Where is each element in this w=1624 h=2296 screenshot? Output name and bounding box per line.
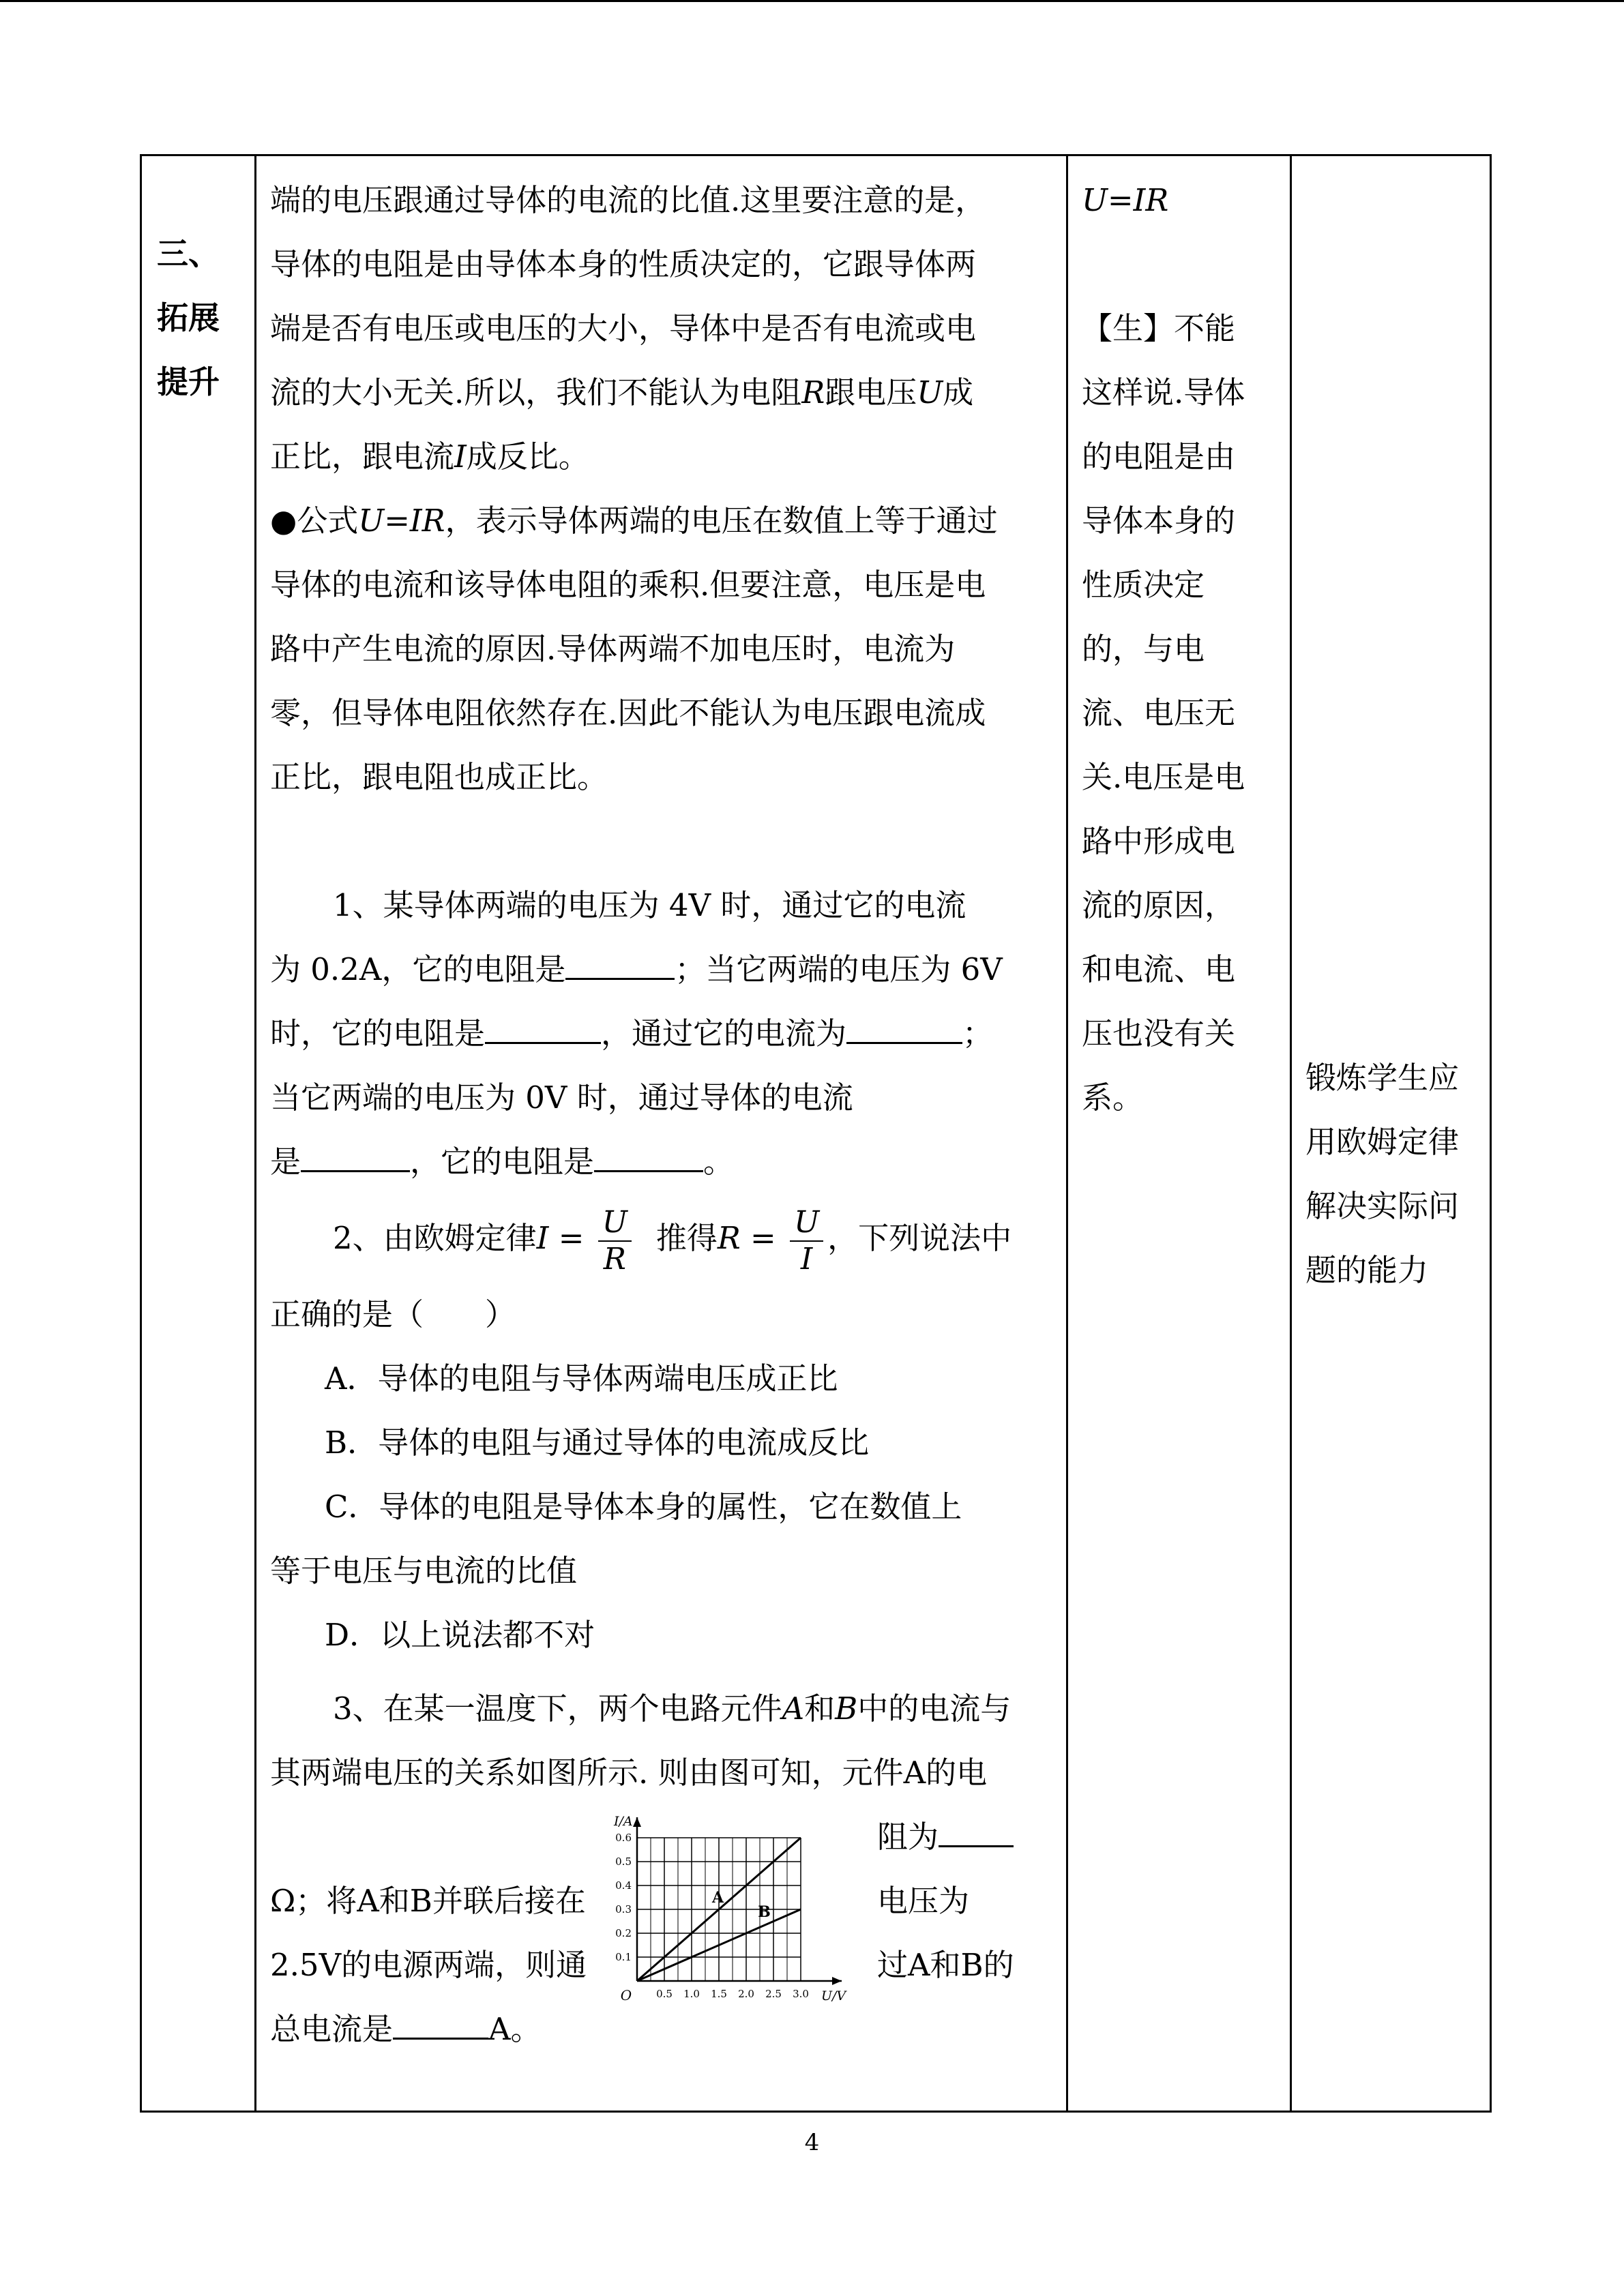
text-line: Ω；将A和B并联后接在 <box>270 1883 586 1919</box>
option-a: A．导体的电阻与导体两端电压成正比 <box>325 1360 838 1397</box>
question-2-line: 2、由欧姆定律I = $\frac{U}{R}$ 推得R = $\frac{U}{I}$ ，下列说法中 <box>333 1204 1012 1277</box>
question-3-figure-row <box>270 1805 1059 2064</box>
x-tick-label: 2.0 <box>738 1988 754 2000</box>
lesson-plan-table <box>140 154 1492 2113</box>
text-line: 端的电压跟通过导体的电流的比值.这里要注意的是， <box>270 182 986 218</box>
text-line: 路中产生电流的原因.导体两端不加电压时，电流为 <box>270 631 956 667</box>
x-axis-arrow <box>832 1977 842 1985</box>
text-line: 【生】不能 <box>1082 310 1236 346</box>
current-voltage-graph <box>603 1810 869 2015</box>
text-line: 用欧姆定律 <box>1305 1124 1460 1160</box>
y-tick-label: 0.2 <box>615 1927 632 1939</box>
question-2-line: 正确的是（ ） <box>270 1296 516 1332</box>
text-line: 2.5V的电源两端，则通 <box>270 1947 587 1983</box>
y-axis-arrow <box>633 1817 641 1827</box>
text-line: 导体的电流和该导体电阻的乘积.但要注意，电压是电 <box>270 567 986 603</box>
section-label-cell <box>141 155 256 2112</box>
text-line: 正比，跟电流I成反比。 <box>270 438 589 475</box>
text-line: 锻炼学生应 <box>1305 1060 1460 1096</box>
x-tick-label: 1.0 <box>683 1988 700 2000</box>
text-line: 零，但导体电阻依然存在.因此不能认为电压跟电流成 <box>270 695 986 731</box>
section-label-line: 提升 <box>157 363 220 400</box>
design-intent-cell <box>1291 155 1491 2112</box>
text-line: 总电流是 A。 <box>270 2011 542 2047</box>
answer-blank[interactable] <box>565 952 675 980</box>
section-label-line: 拓展 <box>157 299 220 336</box>
text-line: 性质决定 <box>1082 567 1205 603</box>
teacher-activity-cell <box>256 155 1067 2112</box>
option-c: C．导体的电阻是导体本身的属性，它在数值上 <box>325 1489 962 1525</box>
question-1-line: 时，它的电阻是 ，通过它的电流为 ； <box>270 1015 994 1052</box>
text-line: 解决实际问 <box>1305 1188 1460 1224</box>
question-1-line: 1、某导体两端的电压为 4V 时，通过它的电流 <box>333 887 966 923</box>
text-line: 阻为 <box>877 1805 1082 1869</box>
option-d: D．以上说法都不对 <box>325 1617 595 1653</box>
y-tick-label: 0.5 <box>615 1855 632 1868</box>
spacer <box>1082 233 1290 297</box>
top-border-line <box>0 0 1624 2</box>
option-b: B．导体的电阻与通过导体的电流成反比 <box>325 1425 870 1461</box>
text-line: 系。 <box>1082 1079 1144 1116</box>
question-3-right-text <box>877 1805 1082 1997</box>
text-line: 的，与电 <box>1082 631 1205 667</box>
fraction: $\frac{U}{I}$ <box>790 1205 823 1277</box>
text-line: 正比，跟电阻也成正比。 <box>270 759 608 795</box>
text-line: 关.电压是电 <box>1082 759 1245 795</box>
student-formula: U=IR <box>1082 182 1169 218</box>
spacer <box>270 809 1059 874</box>
y-axis-label: I/A <box>614 1814 633 1829</box>
series-label-A: A <box>712 1889 724 1907</box>
text-line: 这样说.导体 <box>1082 374 1245 411</box>
x-axis-label: U/V <box>821 1988 846 2003</box>
text-line: 的电阻是由 <box>1082 438 1236 475</box>
student-activity-cell <box>1067 155 1291 2112</box>
y-tick-label: 0.3 <box>615 1903 632 1915</box>
text-line: 路中形成电 <box>1082 823 1236 859</box>
text-line: 流的原因， <box>1082 887 1236 923</box>
answer-blank[interactable] <box>594 1144 703 1172</box>
question-1-line: 为 0.2A，它的电阻是 ；当它两端的电压为 6V <box>270 951 1003 987</box>
series-label-B: B <box>758 1903 771 1922</box>
text-line: 过A和B的 <box>877 1947 1014 1983</box>
answer-blank[interactable] <box>393 2012 488 2040</box>
fraction: $\frac{U}{R}$ <box>598 1205 632 1277</box>
x-tick-label: 0.5 <box>656 1988 673 2000</box>
answer-blank[interactable] <box>485 1016 601 1044</box>
text-line: 流、电压无 <box>1082 695 1236 731</box>
text-line: 压也没有关 <box>1082 1015 1236 1052</box>
answer-blank[interactable] <box>939 1819 1014 1847</box>
answer-blank[interactable] <box>301 1144 410 1172</box>
section-label-line: 三、 <box>157 235 220 272</box>
text-line: 端是否有电压或电压的大小，导体中是否有电流或电 <box>270 310 977 346</box>
x-tick-label: 3.0 <box>793 1988 809 2000</box>
text-line: 流的大小无关.所以，我们不能认为电阻R跟电压U成 <box>270 374 974 411</box>
x-tick-label: 1.5 <box>711 1988 727 2000</box>
text-line: 和电流、电 <box>1082 951 1236 987</box>
table-row <box>141 155 1491 2112</box>
y-tick-label: 0.1 <box>615 1951 632 1963</box>
question-3-line: 其两端电压的关系如图所示. 则由图可知，元件A的电 <box>270 1755 988 1791</box>
text-line: 导体的电阻是由导体本身的性质决定的，它跟导体两 <box>270 246 977 282</box>
question-3-line: 3、在某一温度下，两个电路元件A和B中的电流与 <box>333 1690 1012 1727</box>
question-3-left-text <box>270 1869 591 2061</box>
answer-blank[interactable] <box>846 1016 962 1044</box>
x-tick-label: 2.5 <box>765 1988 782 2000</box>
page-number: 4 <box>804 2129 820 2156</box>
origin-label: O <box>620 1987 632 2003</box>
question-1-line: 是 ，它的电阻是 。 <box>270 1144 735 1180</box>
y-tick-label: 0.6 <box>615 1832 632 1844</box>
question-1-line: 当它两端的电压为 0V 时，通过导体的电流 <box>270 1079 853 1116</box>
formula: U=IR <box>358 503 445 539</box>
y-tick-label: 0.4 <box>615 1879 632 1892</box>
text-line: 题的能力 <box>1305 1252 1429 1288</box>
option-c-continued: 等于电压与电流的比值 <box>270 1553 578 1589</box>
text-line: 电压为 <box>877 1883 970 1919</box>
text-line: 导体本身的 <box>1082 503 1236 539</box>
text-line: ●公式U=IR，表示导体两端的电压在数值上等于通过 <box>270 503 998 539</box>
